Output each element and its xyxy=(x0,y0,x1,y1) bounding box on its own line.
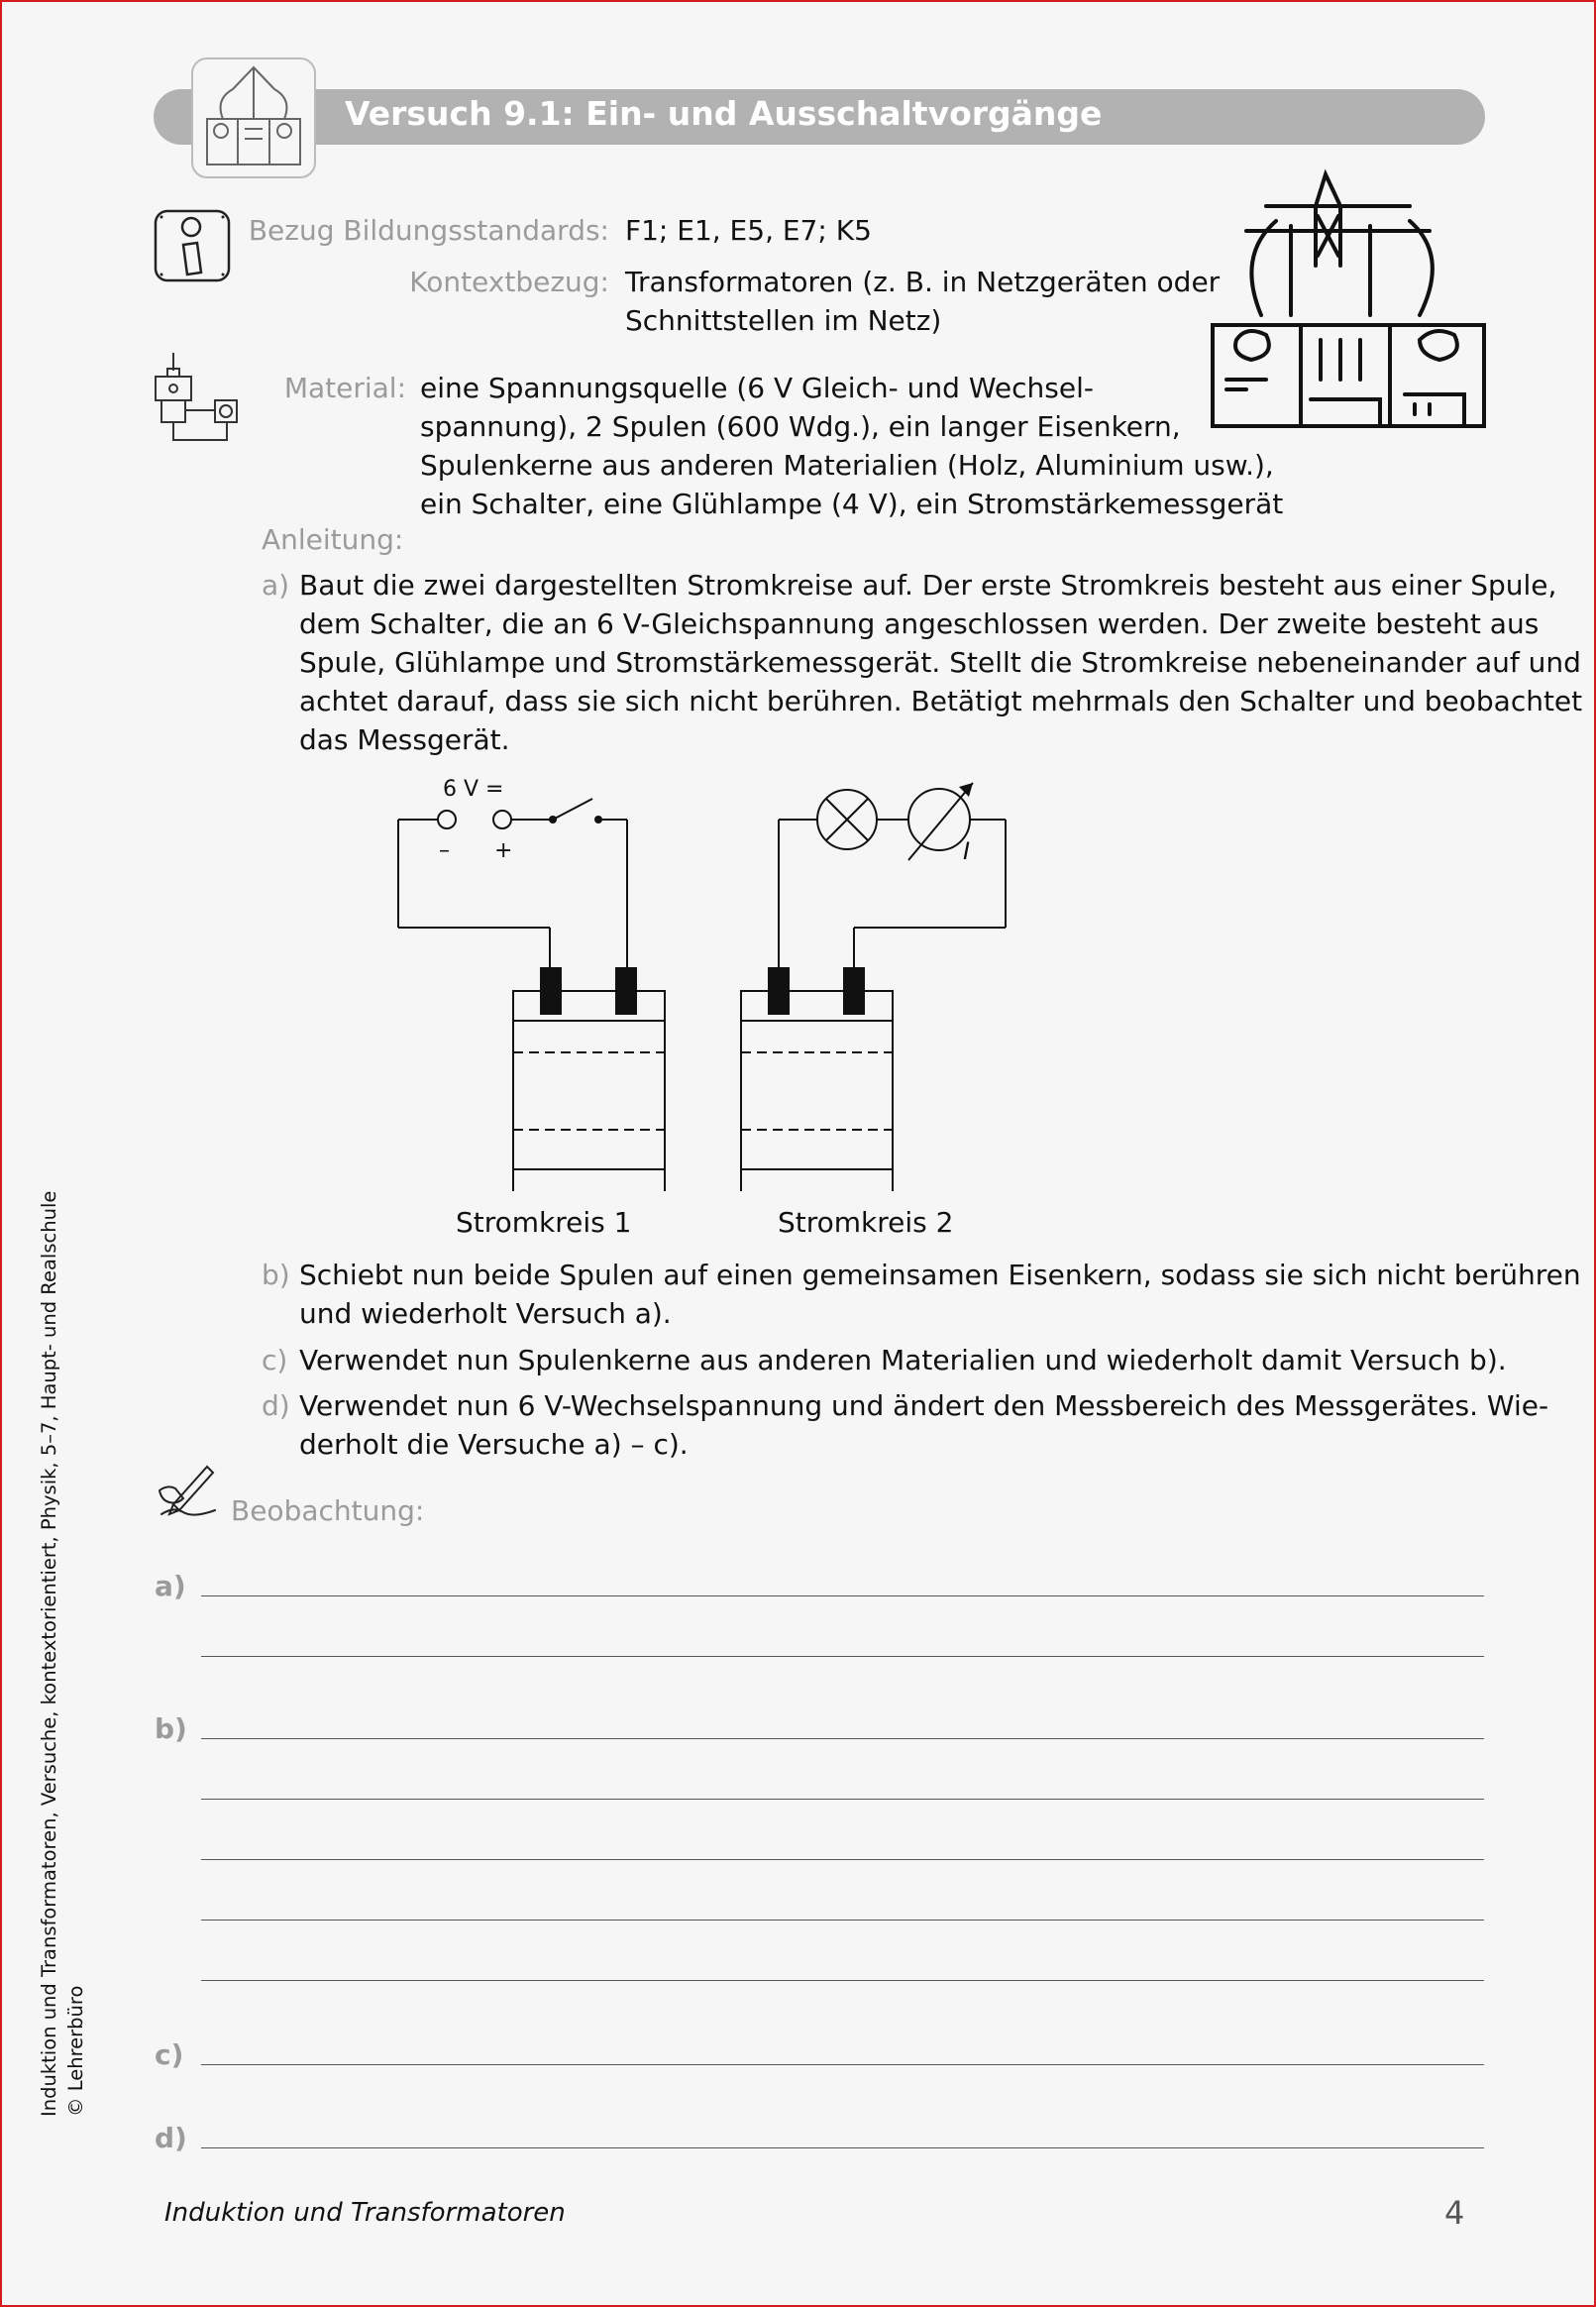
step-letter: d) xyxy=(262,1389,290,1422)
material-apparatus-icon xyxy=(152,351,247,450)
instruction-a xyxy=(262,566,1583,756)
answer-line-b3[interactable] xyxy=(201,1859,1484,1860)
context-label: Kontextbezug: xyxy=(409,266,609,298)
plus-sign: + xyxy=(494,838,513,863)
voltage-label: 6 V = xyxy=(443,777,504,802)
observation-letter-b: b) xyxy=(155,1712,187,1745)
standards-label: Bezug Bildungsstandards: xyxy=(248,214,609,247)
answer-line-c[interactable] xyxy=(201,2064,1484,2065)
instructions-heading: Anleitung: xyxy=(262,523,404,556)
material-line: ein Schalter, eine Glühlampe (4 V), ein Stromstärkemessgerät xyxy=(420,488,1284,520)
step-letter: b) xyxy=(262,1259,290,1291)
standards-value: F1; E1, E5, E7; K5 xyxy=(625,214,872,247)
instruction-d xyxy=(262,1386,1549,1461)
circuit-diagram xyxy=(376,763,1030,1253)
footer-book-title: Induktion und Transformatoren xyxy=(164,2198,566,2228)
material-line: spannung), 2 Spulen (600 Wdg.), ein langer Eisenkern, xyxy=(420,410,1181,443)
instruction-line: achtet darauf, dass sie sich nicht berühren. Betätigt mehrmals den Schalter und beobachtet xyxy=(299,685,1583,717)
page-number: 4 xyxy=(1444,2194,1465,2232)
instruction-line: Verwendet nun 6 V-Wechselspannung und ändert den Messbereich des Messgerätes. Wie- xyxy=(299,1389,1549,1422)
instruction-line: Spule, Glühlampe und Stromstärkemessgerät. Stellt die Stromkreise nebeneinander auf und xyxy=(299,646,1581,679)
answer-line-a2[interactable] xyxy=(201,1656,1484,1657)
instruction-line: Schiebt nun beide Spulen auf einen gemeinsamen Eisenkern, sodass sie sich nicht berühren xyxy=(299,1259,1581,1291)
observation-heading: Beobachtung: xyxy=(231,1494,425,1527)
answer-line-a1[interactable] xyxy=(201,1595,1484,1596)
side-copyright xyxy=(36,1191,89,2117)
observation-letter-c: c) xyxy=(155,2038,184,2071)
transformer-station-illustration xyxy=(1207,166,1488,438)
answer-line-b1[interactable] xyxy=(201,1738,1484,1739)
answer-line-b4[interactable] xyxy=(201,1920,1484,1921)
observation-letter-a: a) xyxy=(155,1570,186,1602)
material-line: eine Spannungsquelle (6 V Gleich- und Wechsel- xyxy=(420,372,1094,404)
step-letter: c) xyxy=(262,1344,288,1376)
instruction-b xyxy=(262,1256,1581,1330)
instruction-line: derholt die Versuche a) – c). xyxy=(299,1428,689,1461)
material-label: Material: xyxy=(283,372,406,404)
circuit2-label: Stromkreis 2 xyxy=(778,1206,954,1239)
side-line: Induktion und Transformatoren, Versuche, kontextorientiert, Physik, 5–7, Haupt- und Realschule xyxy=(38,1190,60,2117)
context-value-line2: Schnittstellen im Netz) xyxy=(625,304,942,337)
instruction-line: Verwendet nun Spulenkerne aus anderen Materialien und wiederholt damit Versuch b). xyxy=(299,1344,1507,1376)
page-title: Versuch 9.1: Ein- und Ausschaltvorgänge xyxy=(345,94,1103,133)
instruction-line: und wiederholt Versuch a). xyxy=(299,1297,672,1330)
side-line: © Lehrerbüro xyxy=(64,1985,87,2117)
answer-line-d[interactable] xyxy=(201,2147,1484,2148)
minus-sign: – xyxy=(439,838,450,863)
material-line: Spulenkerne aus anderen Materialien (Holz, Aluminium usw.), xyxy=(420,449,1274,482)
writing-hand-icon xyxy=(154,1461,221,1524)
circuit1-label: Stromkreis 1 xyxy=(456,1206,632,1239)
instruction-line: Baut die zwei dargestellten Stromkreise auf. Der erste Stromkreis besteht aus einer Spule, xyxy=(299,569,1557,602)
instruction-line: das Messgerät. xyxy=(299,723,510,756)
answer-line-b5[interactable] xyxy=(201,1980,1484,1981)
current-symbol: I xyxy=(963,837,971,865)
observation-letter-d: d) xyxy=(155,2122,187,2154)
context-value-line1: Transformatoren (z. B. in Netzgeräten oder xyxy=(625,266,1221,298)
instruction-line: dem Schalter, die an 6 V-Gleichspannung angeschlossen werden. Der zweite besteht aus xyxy=(299,607,1540,640)
answer-line-b2[interactable] xyxy=(201,1799,1484,1800)
transformer-station-icon xyxy=(191,57,316,178)
step-letter: a) xyxy=(262,569,290,602)
instruction-c xyxy=(262,1341,1507,1379)
